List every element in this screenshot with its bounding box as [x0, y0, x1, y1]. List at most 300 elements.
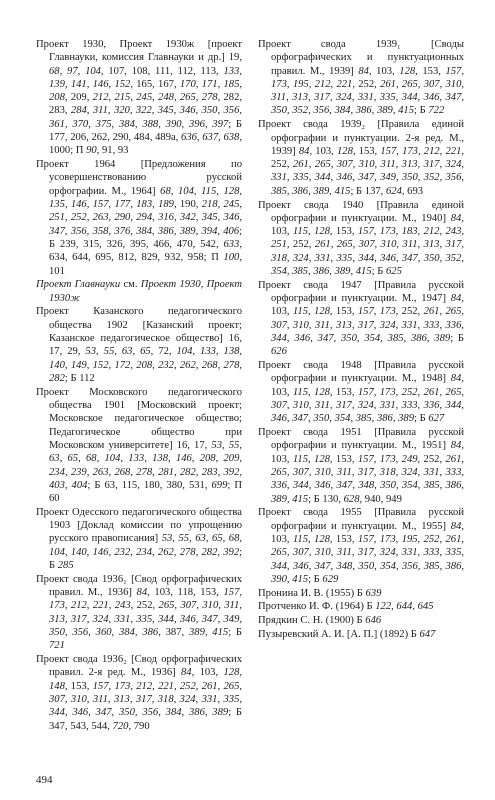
- italic-reference: 350: [313, 413, 330, 425]
- italic-reference: 389: [398, 413, 415, 425]
- entry-text: Проект Казанского педагогического общества 1902 [Казанский проект; Казанское педагогическое общество] 16, 17, 29,: [36, 306, 242, 358]
- entry-text: ,: [395, 480, 402, 492]
- entry-text: ,: [195, 680, 202, 692]
- italic-reference: 221: [445, 145, 462, 157]
- italic-reference: 307: [336, 159, 353, 171]
- entry-text: ,: [308, 413, 314, 425]
- entry-text: ,: [195, 613, 202, 625]
- entry-text: ,: [134, 707, 143, 719]
- italic-reference: 385: [423, 480, 440, 492]
- entry-text: ,: [88, 118, 96, 130]
- italic-reference: 354: [271, 266, 287, 278]
- italic-reference: 699: [211, 479, 228, 491]
- entry-text: ,: [173, 212, 180, 224]
- entry-text: ,: [439, 145, 446, 157]
- entry-text: ,: [191, 453, 200, 465]
- italic-reference: 307: [271, 319, 287, 331]
- italic-reference: 265: [445, 386, 462, 398]
- italic-reference: 389: [434, 333, 451, 345]
- italic-reference: 68: [86, 453, 97, 465]
- italic-reference: 263: [92, 466, 109, 478]
- entry-text: ,: [417, 145, 424, 157]
- entry-text: ,: [239, 587, 243, 599]
- italic-reference: 128: [336, 145, 353, 157]
- italic-reference: 639: [365, 587, 382, 599]
- entry-text: ,: [395, 386, 402, 398]
- entry-text: ,: [439, 480, 446, 492]
- italic-reference: 268: [201, 359, 218, 371]
- entry-text: ,: [196, 600, 203, 612]
- entry-text: ,: [417, 252, 424, 264]
- entry-text: , 153,: [352, 145, 381, 157]
- italic-reference: 261: [423, 306, 440, 318]
- entry-text: ; Б: [228, 627, 243, 639]
- italic-reference: 354: [334, 413, 351, 425]
- entry-text: ,: [130, 199, 137, 211]
- entry-text: ,: [239, 346, 243, 358]
- index-entry: [258, 614, 464, 627]
- italic-reference: 265: [336, 239, 353, 251]
- entry-text: ,: [78, 453, 86, 465]
- entry-text: ,: [439, 239, 446, 251]
- italic-reference: 335: [379, 92, 396, 104]
- italic-reference: 311: [314, 400, 330, 412]
- entry-text: ,: [286, 493, 293, 505]
- italic-reference: 157: [357, 453, 374, 465]
- italic-reference: 336: [423, 400, 440, 412]
- italic-reference: 115: [292, 453, 309, 465]
- italic-reference: 636: [181, 132, 197, 144]
- entry-text: ,: [217, 546, 224, 558]
- italic-reference: 415: [292, 493, 309, 505]
- entry-text: ,: [152, 92, 159, 104]
- entry-text: ,: [204, 118, 213, 130]
- entry-text: ,: [130, 212, 137, 224]
- italic-reference: 265: [445, 306, 462, 318]
- entry-text: ,: [174, 600, 181, 612]
- italic-reference: 386: [292, 185, 309, 197]
- entry-text: ,: [59, 453, 68, 465]
- italic-reference: 350: [271, 105, 287, 117]
- index-entry: [258, 359, 464, 425]
- italic-reference: 262: [157, 546, 174, 558]
- entry-text: ,: [215, 346, 224, 358]
- entry-text: ,: [461, 560, 465, 572]
- italic-reference: 376: [114, 225, 131, 237]
- italic-reference: 173: [402, 145, 418, 157]
- italic-reference: 331: [423, 467, 440, 478]
- entry-text: Пузыревский А. И. [А. П.] (1892) Б: [258, 629, 420, 641]
- italic-reference: 347: [201, 613, 218, 625]
- entry-text: ,: [195, 212, 202, 224]
- entry-text: ,: [111, 627, 119, 639]
- entry-text: ,: [218, 600, 225, 612]
- entry-text: Проект свода 1939₁ [Своды орфографических и пунктуационных правил. М., 1939]: [258, 39, 464, 77]
- entry-text: ,: [86, 359, 93, 371]
- italic-reference: 53: [211, 439, 222, 451]
- entry-text: ; Б: [414, 105, 429, 117]
- entry-text: ,: [108, 466, 115, 478]
- italic-reference: 394: [201, 225, 218, 237]
- entry-text: Протченко И. Ф. (1964) Б: [258, 601, 376, 613]
- italic-reference: 104: [49, 546, 65, 558]
- entry-text: ,: [330, 239, 337, 251]
- entry-text: , 103,: [271, 293, 464, 318]
- italic-reference: 307: [292, 467, 309, 478]
- entry-text: ,: [64, 78, 71, 90]
- italic-reference: 386: [188, 707, 205, 719]
- entry-text: ,: [218, 132, 224, 144]
- italic-reference: 392: [223, 466, 240, 478]
- italic-reference: 645: [417, 601, 434, 613]
- italic-reference: 128: [399, 65, 416, 77]
- entry-text: ,: [461, 239, 465, 251]
- italic-reference: 415: [212, 627, 229, 639]
- italic-reference: 55: [178, 533, 190, 545]
- italic-reference: 356: [313, 105, 330, 117]
- entry-text: ,: [417, 560, 424, 572]
- italic-reference: 128: [314, 306, 330, 318]
- entry-text: , 153,: [64, 680, 93, 692]
- italic-reference: 347: [95, 707, 112, 719]
- italic-reference: 265: [314, 159, 331, 171]
- italic-reference: 243: [445, 226, 462, 238]
- entry-text: ,: [461, 78, 465, 90]
- italic-reference: 344: [401, 92, 418, 104]
- italic-reference: 370: [72, 118, 89, 130]
- entry-text: ,: [172, 533, 179, 545]
- entry-text: ,: [417, 78, 424, 90]
- entry-text: ,: [88, 627, 96, 639]
- italic-reference: 189: [158, 199, 174, 211]
- entry-text: ,: [439, 92, 446, 104]
- entry-text: ,: [329, 413, 335, 425]
- entry-text: ,: [129, 105, 136, 117]
- italic-reference: 311: [92, 694, 108, 706]
- entry-text: ,: [330, 480, 337, 492]
- italic-reference: 335: [445, 547, 462, 559]
- entry-text: ,: [108, 92, 115, 104]
- italic-reference: 310: [202, 600, 219, 612]
- entry-text: ,: [239, 694, 243, 706]
- entry-text: , 153,: [415, 65, 446, 77]
- italic-reference: 310: [445, 78, 462, 90]
- entry-text: , 153,: [329, 226, 358, 238]
- italic-reference: 360: [95, 627, 112, 639]
- entry-text: ,: [333, 333, 341, 345]
- italic-reference: 331: [114, 613, 131, 625]
- italic-reference: 349: [380, 172, 396, 184]
- italic-reference: 346: [271, 413, 287, 425]
- italic-reference: 232: [114, 546, 131, 558]
- italic-reference: 133: [223, 65, 240, 77]
- entry-text: ,: [239, 359, 243, 371]
- italic-reference: 310: [292, 319, 309, 331]
- italic-reference: 115: [201, 185, 217, 197]
- entry-text: Проект свода 1939₂ [Правила единой орфографии и пунктуации. 2-я ред. М., 1939]: [258, 119, 464, 157]
- entry-text: ,: [239, 185, 243, 197]
- italic-reference: 100: [223, 252, 240, 264]
- italic-reference: 208: [136, 359, 153, 371]
- entry-text: ,: [417, 386, 424, 398]
- italic-reference: 173: [379, 226, 396, 238]
- entry-text: ,: [239, 667, 243, 679]
- italic-reference: 65: [140, 346, 151, 358]
- italic-reference: 347: [314, 560, 331, 572]
- entry-text: ,: [373, 400, 380, 412]
- entry-text: , 103, 118, 153,: [147, 587, 224, 599]
- entry-text: ,: [108, 212, 115, 224]
- entry-text: ,: [195, 78, 202, 90]
- entry-text: ,: [461, 306, 465, 318]
- entry-text: ,: [173, 694, 180, 706]
- entry-text: ,: [417, 92, 424, 104]
- entry-text: ,: [286, 467, 293, 478]
- index-entry: [36, 278, 242, 305]
- entry-text: ,: [308, 533, 315, 545]
- italic-reference: 146: [175, 453, 192, 465]
- italic-reference: 335: [292, 172, 309, 184]
- italic-reference: 324: [445, 159, 462, 171]
- italic-reference: 232: [158, 359, 174, 371]
- entry-text: ,: [152, 613, 159, 625]
- italic-reference: 248: [158, 92, 174, 104]
- italic-reference: 358: [92, 225, 109, 237]
- italic-reference: 385: [423, 560, 440, 572]
- italic-reference: 347: [49, 225, 65, 237]
- italic-reference: 139: [49, 78, 65, 90]
- entry-text: ,: [108, 680, 115, 692]
- italic-reference: 386: [410, 333, 427, 345]
- italic-reference: 115: [292, 533, 309, 545]
- entry-text: ,: [308, 252, 315, 264]
- entry-text: ,: [350, 105, 356, 117]
- entry-text: ,: [308, 159, 315, 171]
- italic-reference: 284: [70, 105, 87, 117]
- entry-text: ,: [374, 252, 381, 264]
- entry-text: ,: [329, 266, 335, 278]
- entry-text: ,: [350, 413, 356, 425]
- entry-text: ,: [86, 613, 93, 625]
- italic-reference: 212: [92, 92, 109, 104]
- entry-text: ,: [286, 547, 293, 559]
- entry-text: ,: [330, 252, 337, 264]
- entry-text: ,: [439, 386, 446, 398]
- entry-text: ,: [286, 185, 293, 197]
- italic-reference: 344: [271, 333, 287, 345]
- entry-text: ,: [173, 225, 180, 237]
- entry-text: ,: [308, 226, 315, 238]
- italic-reference: 349: [223, 613, 240, 625]
- entry-text: ; Б: [371, 266, 386, 278]
- italic-reference: 385: [271, 185, 287, 197]
- entry-text: ,: [215, 453, 224, 465]
- entry-text: ,: [426, 333, 435, 345]
- italic-reference: Проект Главнауки: [36, 279, 121, 291]
- entry-text: ,: [192, 346, 201, 358]
- italic-reference: 384: [118, 118, 135, 130]
- italic-reference: 265: [271, 467, 287, 478]
- italic-reference: 347: [292, 413, 309, 425]
- entry-text: ,: [64, 707, 73, 719]
- entry-text: ,: [439, 467, 446, 478]
- italic-reference: 310: [314, 467, 331, 478]
- italic-reference: 313: [49, 613, 65, 625]
- italic-reference: 177: [114, 199, 131, 211]
- italic-reference: 208: [199, 453, 216, 465]
- entry-text: ,: [352, 252, 359, 264]
- italic-reference: 84: [450, 440, 462, 452]
- entry-text: ,: [200, 279, 207, 291]
- italic-reference: 68: [228, 533, 240, 545]
- entry-text: ,: [196, 132, 203, 144]
- italic-reference: 386: [313, 266, 330, 278]
- entry-text: ,: [308, 547, 315, 559]
- italic-reference: 221: [336, 78, 353, 90]
- entry-text: Проект свода 1936₁ [Свод орфографических правил. М., 1936]: [36, 573, 242, 599]
- entry-text: ,: [239, 600, 243, 612]
- italic-reference: 146: [92, 546, 109, 558]
- entry-text: ,: [392, 105, 399, 117]
- entry-text: ,: [86, 694, 93, 706]
- entry-text: ,: [373, 319, 380, 331]
- entry-text: ,: [130, 680, 137, 692]
- italic-reference: 104: [178, 185, 194, 197]
- entry-text: ; Б 177, 206, 262, 290, 484, 489a,: [49, 118, 243, 144]
- italic-reference: 344: [271, 560, 287, 572]
- entry-text: Прядкин С. Н. (1900) Б: [258, 615, 366, 627]
- entry-text: , 107, 108, 111, 112, 113,: [100, 65, 224, 77]
- entry-text: ,: [193, 185, 202, 197]
- entry-text: ,: [130, 359, 137, 371]
- entry-text: ; Б 63, 115, 180, 380, 531,: [87, 479, 212, 491]
- italic-reference: 324: [335, 92, 352, 104]
- entry-text: ,: [417, 467, 424, 478]
- italic-reference: 278: [201, 92, 218, 104]
- entry-text: ,: [64, 466, 71, 478]
- italic-reference: 335: [336, 252, 353, 264]
- italic-reference: 157: [380, 145, 397, 157]
- italic-reference: 350: [49, 627, 65, 639]
- entry-text: ,: [352, 159, 359, 171]
- italic-reference: 221: [158, 680, 174, 692]
- entry-text: ,: [439, 252, 446, 264]
- italic-reference: 170: [179, 78, 196, 90]
- italic-reference: 627: [428, 413, 445, 425]
- entry-text: ,: [167, 453, 176, 465]
- index-entry: [258, 199, 464, 279]
- italic-reference: 342: [179, 212, 196, 224]
- entry-text: ,: [330, 159, 337, 171]
- entry-text: ,: [151, 694, 158, 706]
- italic-reference: 234: [49, 466, 65, 478]
- entry-text: ,: [130, 466, 137, 478]
- entry-text: ; Б 239, 315, 326, 395, 466, 470, 542,: [49, 225, 243, 250]
- entry-text: Проект свода 1955 [Правила русской орфографии и пунктуации. М., 1955]: [258, 507, 464, 532]
- entry-text: ,: [111, 118, 119, 130]
- italic-reference: 311: [271, 92, 287, 104]
- entry-text: ,: [439, 400, 446, 412]
- italic-reference: 350: [340, 333, 357, 345]
- entry-text: ,: [77, 65, 86, 77]
- italic-reference: 65: [67, 453, 79, 465]
- entry-text: , 940, 949: [359, 493, 402, 505]
- italic-reference: 324: [379, 547, 396, 559]
- entry-text: ,: [329, 185, 335, 197]
- italic-reference: 157: [92, 199, 109, 211]
- italic-reference: 396: [188, 118, 205, 130]
- entry-text: ,: [308, 319, 315, 331]
- italic-reference: 354: [380, 560, 396, 572]
- entry-text: Проект свода 1936₂ [Свод орфографических правил. 2-я ред. М., 1936]: [36, 654, 242, 679]
- italic-reference: 173: [114, 680, 131, 692]
- italic-reference: 348: [336, 560, 353, 572]
- italic-reference: 624: [385, 185, 402, 197]
- entry-text: ; Б 130,: [308, 493, 344, 505]
- entry-text: ,: [373, 226, 380, 238]
- entry-text: ,: [417, 533, 424, 545]
- italic-reference: 261: [423, 386, 440, 398]
- italic-reference: 346: [72, 707, 89, 719]
- entry-text: , 209,: [64, 92, 93, 104]
- italic-reference: 281: [158, 466, 174, 478]
- italic-reference: 307: [358, 239, 375, 251]
- entry-text: ,: [439, 319, 446, 331]
- italic-reference: 350: [118, 707, 135, 719]
- entry-text: ,: [395, 78, 402, 90]
- italic-reference: 390: [271, 573, 287, 585]
- entry-text: ,: [173, 359, 180, 371]
- italic-reference: 386: [157, 225, 174, 237]
- entry-text: ,: [395, 319, 402, 331]
- italic-reference: 209: [223, 453, 240, 465]
- italic-reference: 310: [70, 694, 87, 706]
- italic-reference: 404: [71, 479, 88, 491]
- entry-text: ,: [158, 707, 166, 719]
- italic-reference: 252: [70, 212, 87, 224]
- entry-text: ,: [173, 92, 180, 104]
- italic-reference: 361: [49, 118, 65, 130]
- italic-reference: 157: [357, 306, 374, 318]
- italic-reference: 261: [201, 680, 218, 692]
- italic-reference: 333: [423, 319, 440, 331]
- italic-reference: 294: [136, 212, 153, 224]
- italic-reference: 261: [380, 78, 396, 90]
- italic-reference: 346: [223, 212, 240, 224]
- italic-reference: 157: [357, 533, 374, 545]
- entry-text: ,: [286, 319, 293, 331]
- entry-text: ,: [286, 172, 293, 184]
- entry-text: , 252,: [417, 453, 446, 465]
- index-entry: [36, 158, 242, 278]
- entry-text: ,: [108, 199, 115, 211]
- entry-text: , 103,: [271, 520, 464, 545]
- entry-text: ,: [330, 467, 337, 478]
- italic-reference: 212: [70, 600, 87, 612]
- italic-reference: 344: [358, 252, 375, 264]
- entry-text: ,: [108, 546, 115, 558]
- italic-reference: 265: [271, 547, 287, 559]
- italic-reference: 171: [201, 78, 218, 90]
- italic-reference: 157: [445, 65, 462, 77]
- entry-text: ,: [395, 172, 402, 184]
- italic-reference: 629: [322, 573, 339, 585]
- index-entry: [36, 506, 242, 572]
- italic-reference: 263: [92, 212, 109, 224]
- italic-reference: 347: [401, 252, 418, 264]
- italic-reference: 317: [335, 400, 352, 412]
- entry-text: ,: [373, 386, 380, 398]
